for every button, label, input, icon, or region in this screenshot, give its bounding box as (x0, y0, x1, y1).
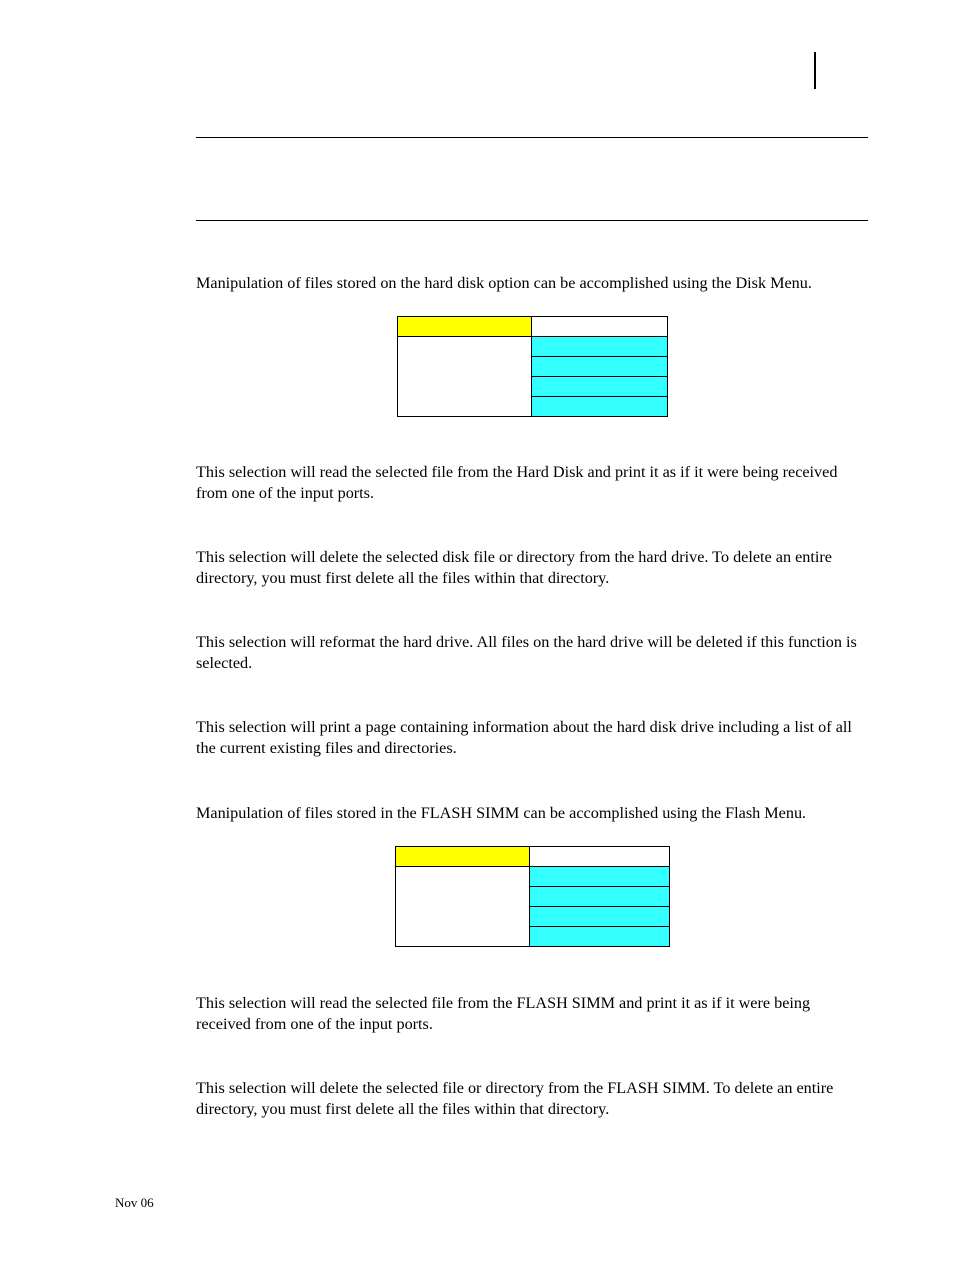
disk-format-paragraph: This selection will reformat the hard drive. All files on the hard drive will be deleted if this function is selected. (196, 633, 857, 672)
disk-menu-option-format (532, 377, 668, 397)
disk-menu-option-print (532, 337, 668, 357)
change-bar (814, 52, 816, 89)
flash-menu-option-print (530, 867, 670, 887)
flash-menu-option-delete (530, 887, 670, 907)
flash-menu-value-cell (530, 847, 670, 867)
flash-menu-header-cell (396, 847, 530, 867)
disk-menu-table (397, 316, 668, 417)
flash-intro-paragraph: Manipulation of files stored in the FLASH SIMM can be accomplished using the Flash Menu. (196, 804, 807, 822)
disk-intro-paragraph: Manipulation of files stored on the hard disk option can be accomplished using the Disk Menu. (196, 274, 812, 292)
flash-print-paragraph: This selection will read the selected file from the FLASH SIMM and print it as if it were being received from one of the input ports. (196, 994, 811, 1033)
bottom-rule (196, 220, 868, 221)
flash-menu-side-cell (396, 867, 530, 947)
disk-menu-side-cell (398, 337, 532, 417)
disk-menu-option-delete (532, 357, 668, 377)
flash-menu-option-format (530, 907, 670, 927)
disk-menu-header-cell (398, 317, 532, 337)
disk-delete-paragraph: This selection will delete the selected disk file or directory from the hard drive. To delete an entire directory, you must first delete all the files within that directory. (196, 548, 832, 587)
disk-menu-option-directory (532, 397, 668, 417)
disk-print-paragraph: This selection will read the selected file from the Hard Disk and print it as if it were being received from one of the input ports. (196, 463, 838, 502)
flash-delete-paragraph: This selection will delete the selected file or directory from the FLASH SIMM. To delete an entire directory, you must first delete all the files within that directory. (196, 1079, 834, 1118)
top-rule (196, 137, 868, 138)
footer-date: Nov 06 (115, 1195, 154, 1210)
flash-menu-option-directory (530, 927, 670, 947)
disk-directory-paragraph: This selection will print a page containing information about the hard disk drive including a list of all the current existing files and directories. (196, 718, 852, 757)
disk-menu-value-cell (532, 317, 668, 337)
flash-menu-table (395, 846, 670, 947)
